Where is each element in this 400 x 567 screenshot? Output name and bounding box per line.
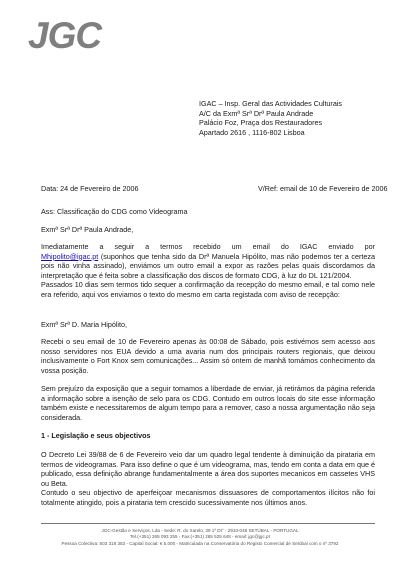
intro-paragraph: [41, 242, 375, 299]
paragraph-2: Passados 10 dias sem termos tido sequer a confirmação da recepção do mesmo email, e tal como nele era referido, aqui vos enviamos o texto do mesmo em carta registada com aviso de recepção:: [41, 280, 375, 299]
intro-text: [41, 242, 375, 252]
company-logo: [28, 18, 114, 52]
letter-reference: V/Ref: email de 10 de Fevereiro de 2006: [258, 184, 388, 193]
logo-text: JGC: [28, 18, 102, 52]
recipient-line-4: Apartado 2616 , 1116-802 Lisboa: [199, 127, 305, 137]
email-link[interactable]: Mhipolito@igac.pt: [41, 251, 99, 261]
recipient-line-3: Palácio Foz, Praça dos Restauradores: [199, 118, 323, 128]
salutation-2-text: Exmª Srª D. Maria Hipólito,: [41, 320, 127, 329]
salutation-text: Exmª Srª Drª Paula Andrade,: [41, 225, 134, 234]
footer-line-2: Tel.(+351) 265 093 255 - Fax:(+351) 265 525 648 - email: jgc@jgc.pt: [130, 534, 270, 540]
letter-date: Data: 24 de Fevereiro de 2006: [41, 184, 139, 193]
subject-line: [41, 207, 375, 217]
salutation-2: [41, 320, 375, 330]
salutation: [41, 225, 375, 235]
recipient-address: [199, 99, 342, 137]
footer-divider: [41, 523, 375, 524]
paragraph-3-text: Recebi o seu email de 10 de Fevereiro apenas às 00:08 de Sábado, pois estivémos sem acesso aos nosso servidores nos EUA devido a uma avaria num dos principais routers regionais, que deixou inclusivamente o Fort Knox sem comunicações... Assim só ontem de manhã tomámos conhecimento da vossa posição.: [41, 337, 375, 375]
section-heading: [41, 431, 375, 441]
recipient-line-1: IGAC – Insp. Geral das Actividades Culturais: [199, 99, 343, 108]
recipient-line-2: A/C da Exmª Srª Drª Paula Andrade: [199, 108, 314, 118]
paragraph-4: [41, 384, 375, 422]
intro-text-continued: [41, 252, 375, 281]
intro-after-link: (suponhos que tenha sido da Drª Manuela Hipólito, mas não podemos ter a certeza pois não vinha assinado), enviámos um outro email a expor as razões pelas quais discordamos da interpretação que é feita sobre a classificação dos discos de formato CDG, à luz do DL 121/2004.: [41, 251, 375, 280]
paragraph-3: [41, 337, 375, 375]
section-1-title: 1 - Legislação e seus objectivos: [41, 431, 151, 440]
footer-line-1: JGC-Gestão e Serviços, Lda - Sede: R. do Xarelo, 39 1º Dt° - 2910-048 SETÚBAL - PORTUGAL: [101, 528, 299, 533]
paragraph-5-text: O Decreto Lei 39/88 de 6 de Fevereiro veio dar um quadro legal tendente à diminuição da pirataria em termos de videogramas. Para isso define o que é um videograma, mas, tendo em conta a data em que é publicado, essa definição abrange fundamentalmente a área dos suportes mecanicos em cassetes VHS ou Beta.: [41, 450, 375, 488]
paragraph-6-text: Contudo o seu objectivo de aperfeiçoar mecanismos dissuasores de comportamentos ilícitos não foi totalmente atingido, pois a pirataria tem crescido sucessivamente nos últimos anos.: [41, 488, 375, 507]
footer: [0, 528, 400, 547]
paragraph-4-text: Sem prejuízo da exposição que a seguir tomamos a liberdade de enviar, já retirámos da página referida a informação sobre a isenção de selo para os CDG. Contudo em outros locais do site esse informação também existe e necessitaremos de algum tempo para a remover, caso a nossa argumentação não seja considerada.: [41, 384, 375, 422]
intro-before-link: Imediatamente a seguir a termos recebido um email do IGAC enviado por: [41, 242, 375, 251]
subject-text: Ass: Classificação do CDG como Videograma: [41, 207, 188, 216]
footer-line-3: Pessoa Colectiva: 503 318 353 - Capital Social: € 5.000 - Matriculada na Conservatória do Registo Comercial de Setúbal com o nº 3792: [61, 540, 339, 546]
paragraph-5: [41, 450, 375, 507]
